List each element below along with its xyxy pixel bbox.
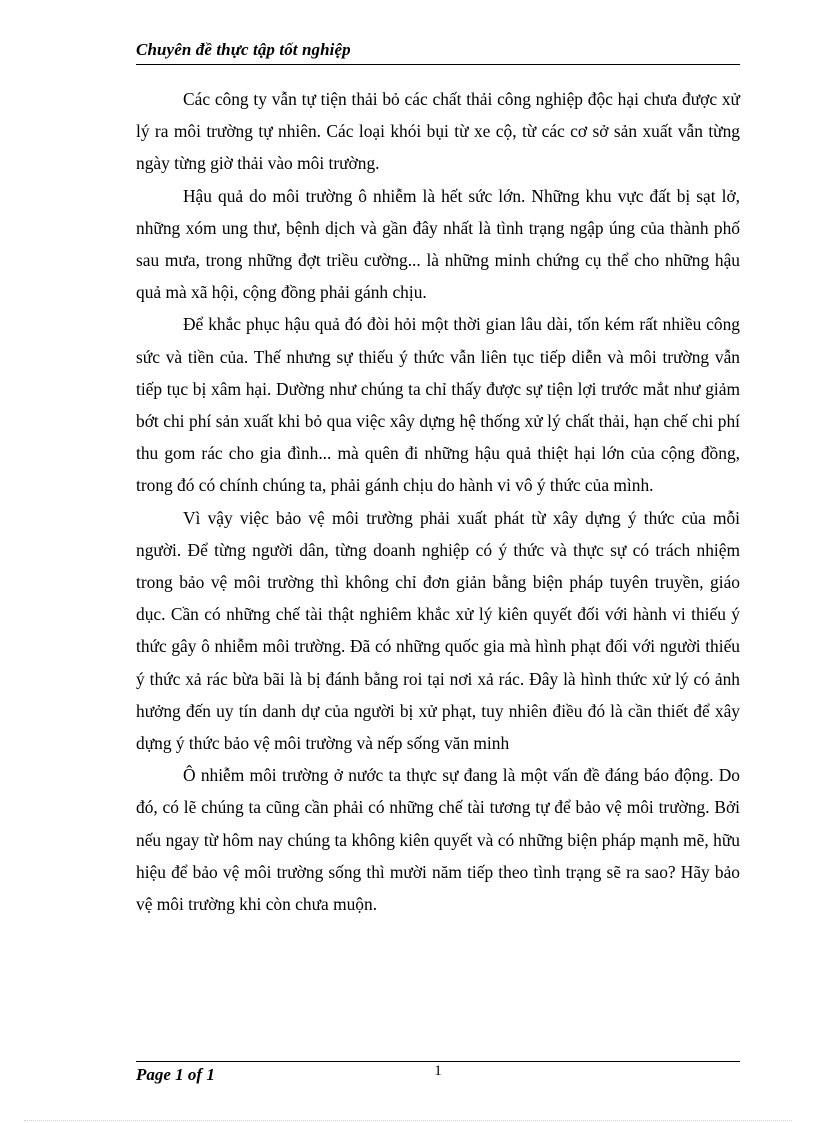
paragraph: Các công ty vẫn tự tiện thải bỏ các chất thải công nghiệp độc hại chưa được xử lý ra môi trường tự nhiên. Các loại khói bụi từ xe cộ, từ các cơ sở sản xuất vẫn từng ngày từng giờ thải vào môi trường. <box>136 89 740 174</box>
paragraph: Hậu quả do môi trường ô nhiễm là hết sức lớn. Những khu vực đất bị sạt lở, những xóm ung thư, bệnh dịch và gần đây nhất là tình trạng ngập úng của thành phố sau mưa, trong những đợt triều cường... là những minh chứng cụ thể cho những hậu quả mà xã hội, cộng đồng phải gánh chịu. <box>136 185 740 303</box>
document-body <box>136 83 740 920</box>
footer-page-number: 1 <box>434 1063 442 1079</box>
paragraph: Để khắc phục hậu quả đó đòi hỏi một thời gian lâu dài, tốn kém rất nhiều công sức và tiền của. Thế nhưng sự thiếu ý thức vẫn liên tục tiếp diễn và môi trường vẫn tiếp tục bị xâm hại. Dường như chúng ta chỉ thấy được sự tiện lợi trước mắt như giảm bớt chi phí sản xuất khi bỏ qua việc xây dựng hệ thống xử lý chất thải, hạn chế chi phí thu gom rác cho gia đình... mà quên đi những hậu quả thiệt hại lớn của cộng đồng, trong đó có chính chúng ta, phải gánh chịu do hành vi vô ý thức của mình. <box>136 314 740 496</box>
footer-page-label: Page 1 of 1 <box>136 1065 215 1084</box>
header-title: Chuyên đề thực tập tốt nghiệp <box>136 40 351 59</box>
page-boundary <box>24 1120 792 1121</box>
paragraph: Ô nhiễm môi trường ở nước ta thực sự đang là một vấn đề đáng báo động. Do đó, có lẽ chúng ta cũng cần phải có những chế tài tương tự để bảo vệ môi trường. Bởi nếu ngay từ hôm nay chúng ta không kiên quyết và có những biện pháp mạnh mẽ, hữu hiệu để bảo vệ môi trường sống thì mười năm tiếp theo tình trạng sẽ ra sao? Hãy bảo vệ môi trường khi còn chưa muộn. <box>136 765 740 915</box>
footer-divider <box>136 1061 740 1062</box>
page-header <box>136 38 740 65</box>
paragraph: Vì vậy việc bảo vệ môi trường phải xuất phát từ xây dựng ý thức của mỗi người. Để từng người dân, từng doanh nghiệp có ý thức và thực sự có trách nhiệm trong bảo vệ môi trường thì không chỉ đơn giản bằng biện pháp tuyên truyền, giáo dục. Cần có những chế tài thật nghiêm khắc xử lý kiên quyết đối với hành vi thiếu ý thức gây ô nhiễm môi trường. Đã có những quốc gia mà hình phạt đối với người thiếu ý thức xả rác bừa bãi là bị đánh bằng roi tại nơi xả rác. Đây là hình thức xử lý có ảnh hưởng đến uy tín danh dự của người bị xử phạt, tuy nhiên điều đó là cần thiết để xây dựng ý thức bảo vệ môi trường và nếp sống văn minh <box>136 507 740 754</box>
